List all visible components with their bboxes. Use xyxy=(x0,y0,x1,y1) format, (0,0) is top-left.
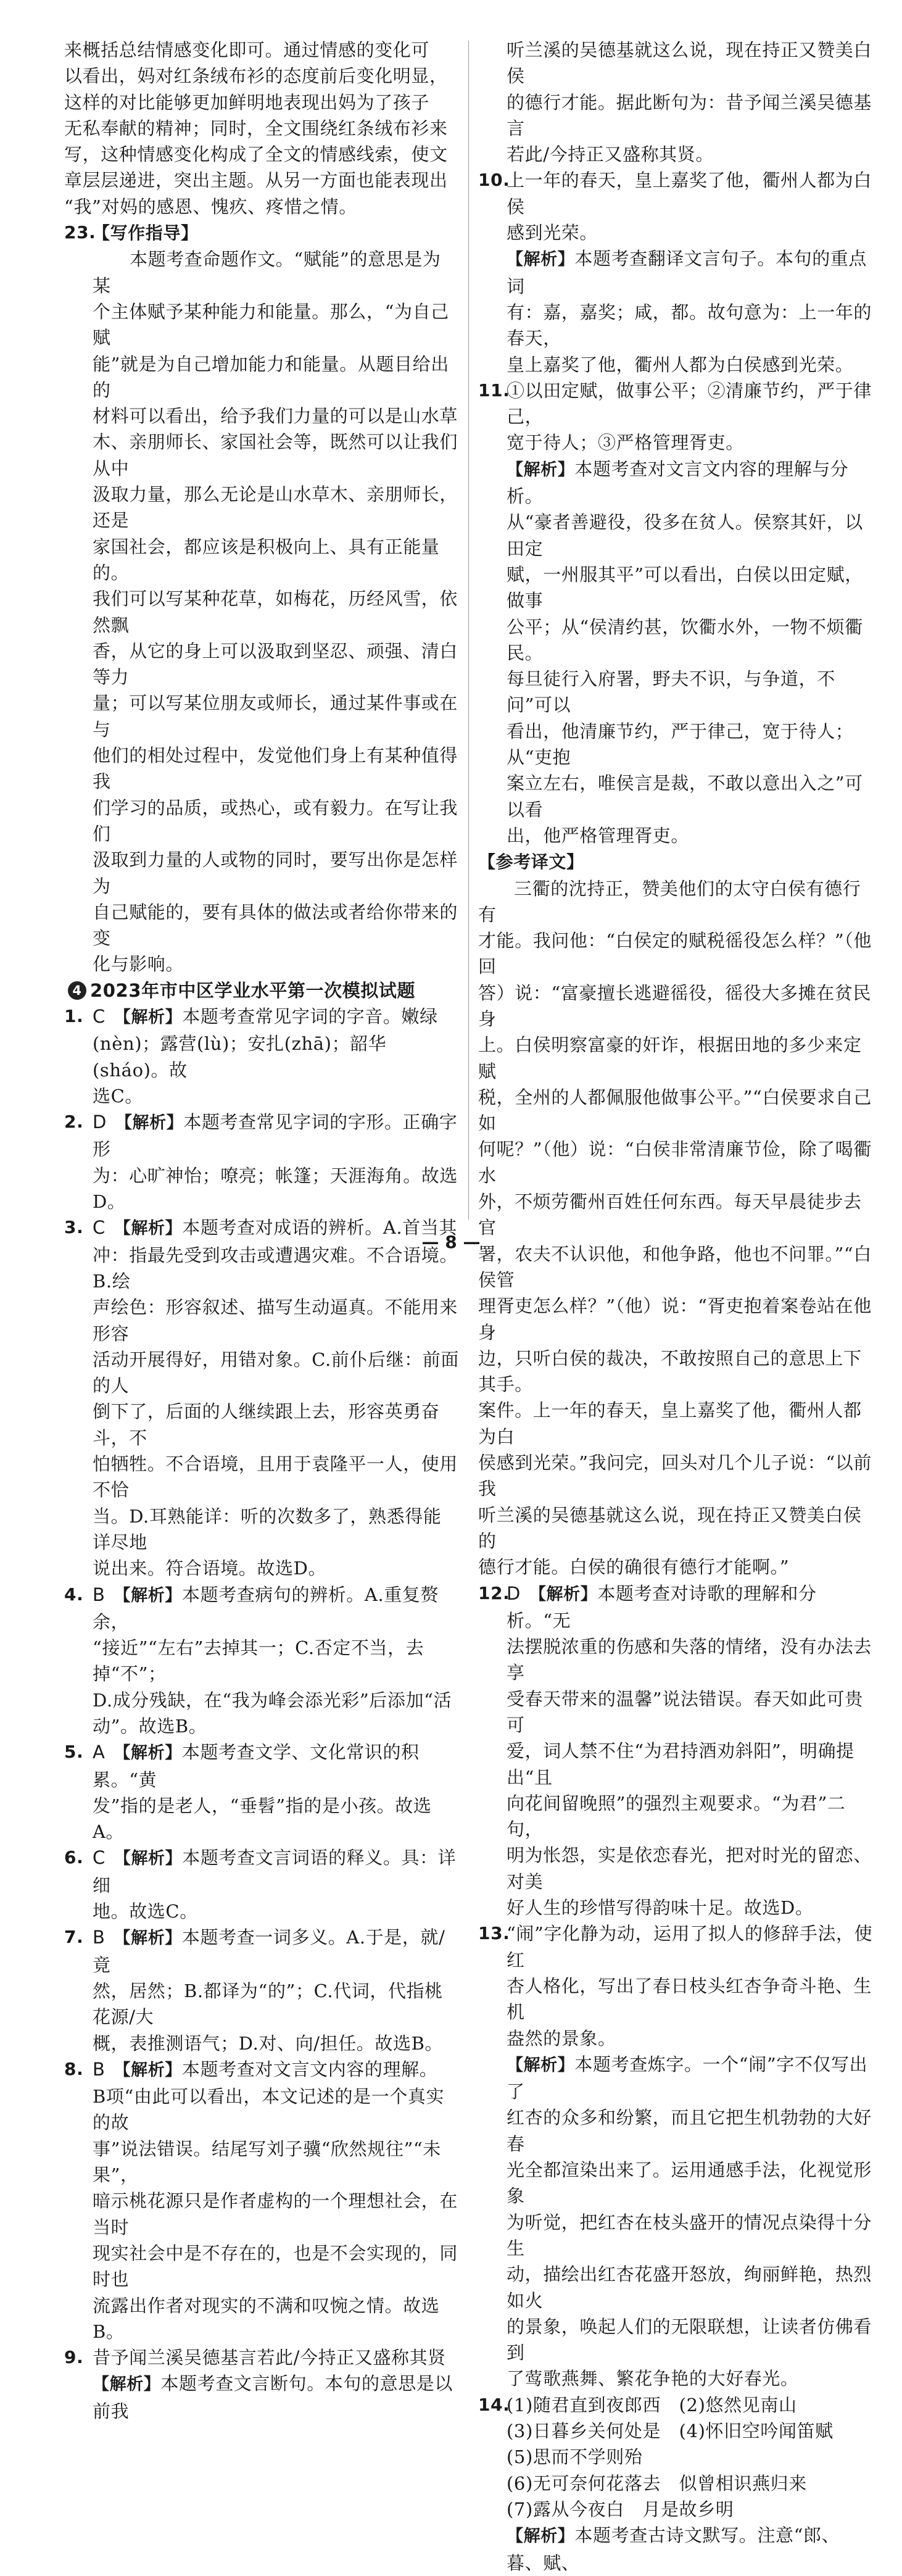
text-line: 上。白侯明察富豪的奸诈，根据田地的多少来定赋 xyxy=(478,1034,862,1082)
text-line: 现实社会中是不存在的，也是不会实现的，同时也 xyxy=(93,2242,458,2290)
answer-text: “闹”字化静为动，运用了拟人的修辞手法，使红 xyxy=(507,1923,873,1971)
text-line: 署，农夫不认识他，和他争路，他也不问罪。”“白侯管 xyxy=(478,1243,872,1290)
text-line: 何呢？”（他）说：“白侯非常清廉节俭，除了喝衢水 xyxy=(478,1139,872,1186)
text-line: 量；可以写某位朋友或师长，通过某件事或在与 xyxy=(93,692,458,740)
text-line: 德行才能。白侯的确很有德行才能啊。” xyxy=(478,1556,790,1578)
text-line: 从“豪者善避役，役多在贫人。侯察其奸，以田定 xyxy=(507,512,863,559)
text-line: 事”说法错误。结尾写刘子骥“欣然规往”“未果”， xyxy=(93,2138,441,2186)
text-line: 法摆脱浓重的伤感和失落的情绪，没有办法去享 xyxy=(507,1636,872,1684)
text-line: 为：心旷神怡；嘹亮；帐篷；天涯海角。故选D。 xyxy=(93,1165,458,1213)
answer-text: (3)日暮乡关何处是 (4)怀旧空吟闻笛赋 xyxy=(507,2420,834,2442)
analysis-tag: 【解析】 xyxy=(114,2060,182,2080)
text-line: 看出，他清廉节约，严于律己，宽于待人；从“吏抱 xyxy=(507,720,854,768)
question-4 xyxy=(64,1582,459,1740)
text-line: 化与影响。 xyxy=(93,954,184,975)
text-line: 暗示桃花源只是作者虚构的一个理想社会，在当时 xyxy=(93,2190,458,2238)
text-line: 们学习的品质，或热心，或有毅力。在写让我们 xyxy=(93,797,458,844)
text-line: 有：嘉，嘉奖；咸，都。故句意为：上一年的春天， xyxy=(507,301,872,349)
text-line: 本题考查翻译文言句子。本句的重点词 xyxy=(507,248,867,297)
text-line: 来概括总结情感变化即可。通过情感的变化可 xyxy=(64,39,430,60)
question-3 xyxy=(64,1215,459,1581)
text-line: 本题考查文言词语的释义。具：详细 xyxy=(93,1847,457,1896)
text-line: 明为怅怨，实是依恋春光，把对时光的留恋、对美 xyxy=(507,1845,872,1892)
question-number: 4. xyxy=(64,1584,84,1605)
question-number: 13. xyxy=(478,1923,510,1944)
question-number: 7. xyxy=(64,1927,84,1948)
text-line: 能”就是为自己增加能力和能量。从题目给出的 xyxy=(93,353,449,401)
text-line: 爱，词人禁不住“为君持酒劝斜阳”，明确提出“且 xyxy=(507,1740,854,1788)
analysis-tag: 【解析】 xyxy=(114,1585,182,1605)
text-line: 本题考查命题作文。“赋能”的意思是为某 xyxy=(93,249,441,296)
text-line: 选C。 xyxy=(93,1085,143,1107)
analysis-tag: 【解析】 xyxy=(93,2375,161,2395)
answer-text: ①以田定赋，做事公平；②清廉节约，严于律己， xyxy=(507,380,872,428)
text-line: 理胥吏怎么样？”（他）说：“胥吏抱着案卷站在他身 xyxy=(478,1295,872,1343)
answer-letter: C xyxy=(93,1847,106,1869)
question-number: 9. xyxy=(64,2347,84,2368)
text-line: 边，只听白侯的裁决，不敢按照自己的意思上下其手。 xyxy=(478,1347,862,1395)
answer-letter: A xyxy=(93,1742,106,1763)
question-number: 14. xyxy=(478,2394,510,2415)
text-line: 个主体赋予某种能力和能量。那么，“为自己赋 xyxy=(93,301,449,349)
text-line: 流露出作者对现实的不满和叹惋之情。故选B。 xyxy=(93,2295,440,2342)
text-line: 红杏的众多和纷繁，而且它把生机勃勃的大好春 xyxy=(507,2107,872,2154)
text-line: 冲：指最先受到攻击或遭遇灾难。不合语境。B.绘 xyxy=(93,1244,458,1292)
text-line: 他们的相处过程中，发觉他们身上有某种值得我 xyxy=(93,745,458,792)
left-column xyxy=(64,37,459,2424)
question-9 xyxy=(64,2345,459,2424)
question-13 xyxy=(478,1921,873,2391)
text-line: 答）说：“富豪擅长逃避徭役，徭役大多摊在贫民身 xyxy=(478,982,872,1029)
text-line: 才能。我问他：“白侯定的赋税徭役怎么样？”（他回 xyxy=(478,930,872,978)
answer-letter: B xyxy=(93,1584,106,1605)
text-line: 了莺歌燕舞、繁花争艳的大好春光。 xyxy=(507,2368,799,2390)
text-line: “我”对妈的感恩、愧疚、疼惜之情。 xyxy=(64,196,357,217)
question-number: 3. xyxy=(64,1217,84,1238)
text-line: D.成分残缺，在“我为峰会添光彩”后添加“活 xyxy=(93,1689,452,1711)
text-line: 本题考查对文言文内容的理解。 xyxy=(181,2058,438,2080)
text-line: 当。D.耳熟能详：听的次数多了，熟悉得能详尽地 xyxy=(93,1505,442,1553)
text-line: 皇上嘉奖了他，衢州人都为白侯感到光荣。 xyxy=(507,354,854,375)
answer-letter: B xyxy=(93,2058,106,2080)
answer-text: 宽于待人；③严格管理胥吏。 xyxy=(507,432,744,454)
question-11 xyxy=(478,378,873,849)
section-heading xyxy=(64,978,459,1003)
text-line: 倒下了，后面的人继续跟上去，形容英勇奋斗，不 xyxy=(93,1401,440,1448)
text-line: 本题考查常见字词的字音。嫩绿 xyxy=(182,1005,438,1027)
analysis-tag: 【解析】 xyxy=(114,1007,183,1027)
text-line: 木、亲朋师长、家国社会等，既然可以让我们从中 xyxy=(93,431,458,479)
question-number: 1. xyxy=(64,1005,84,1026)
text-line: 税，全州的人都佩服他做事公平。”“白侯要求自己如 xyxy=(478,1086,872,1134)
analysis-tag: 【解析】 xyxy=(114,1929,182,1948)
answer-letter: D xyxy=(93,1111,107,1133)
intro-paragraph xyxy=(64,37,459,220)
section-title: 2023年市中区学业水平第一次模拟试题 xyxy=(90,979,416,1001)
text-line: 本题考查古诗文默写。注意“郎、暮、赋、 xyxy=(507,2525,840,2574)
answer-text: 盎然的景象。 xyxy=(507,2027,616,2049)
text-line: 若此/今持正又盛称其贤。 xyxy=(507,144,714,165)
question-8 xyxy=(64,2056,459,2345)
column-divider xyxy=(468,41,469,1219)
question-23 xyxy=(64,220,459,978)
analysis-tag: 【解析】 xyxy=(507,2055,575,2075)
text-line: 本题考查炼字。一个“闹”字不仅写出了 xyxy=(507,2053,868,2103)
analysis-tag: 【解析】 xyxy=(114,1219,183,1239)
question-number: 2. xyxy=(64,1111,84,1132)
question-number: 12. xyxy=(478,1582,510,1603)
text-line: 本题考查文学、文化常识的积累。“黄 xyxy=(93,1742,420,1790)
text-line: 三衢的沈持正，赞美他们的太守白侯有德行有 xyxy=(478,878,861,925)
text-line: B项“由此可以看出，本文记述的是一个真实的故 xyxy=(93,2086,445,2134)
text-line: 怕牺牲。不合语境，且用于袁隆平一人，使用不恰 xyxy=(93,1453,458,1501)
text-line: 活动开展得好，用错对象。C.前仆后继：前面的人 xyxy=(93,1348,459,1397)
text-line: 章层层递进，突出主题。从另一方面也能表现出 xyxy=(64,170,448,191)
text-line: 每旦徒行入府署，野夫不识，与争道，不问”可以 xyxy=(507,668,835,716)
answer-text: 昔予闻兰溪吴德基言若此/今持正又盛称其贤 xyxy=(93,2347,446,2369)
question-1 xyxy=(64,1003,459,1109)
analysis-tag: 【解析】 xyxy=(507,460,575,480)
analysis-tag: 【解析】 xyxy=(507,2527,575,2546)
answer-text: (1)随君直到夜郎西 (2)悠然见南山 xyxy=(507,2394,797,2416)
answer-text: 感到光荣。 xyxy=(507,222,598,244)
text-line: 概，表推测语气；D.对、向/担任。故选B。 xyxy=(93,2032,444,2054)
question-number: 5. xyxy=(64,1742,84,1763)
text-line: 光全都渲染出来了。运用通感手法，化视觉形象 xyxy=(507,2159,872,2207)
question-number: 6. xyxy=(64,1847,84,1868)
text-line: 本题考查对文言文内容的理解与分析。 xyxy=(507,458,849,507)
text-line: 案立左右，唯侯言是裁，不敢以意出入之”可以看 xyxy=(507,773,863,820)
text-line: 我们可以写某种花草，如梅花，历经风雪，依然飘 xyxy=(93,588,458,636)
text-line: 写，这种情感变化构成了全文的情感线索，使文 xyxy=(64,144,448,165)
text-line: 公平；从“侯清约甚，饮衢水外，一物不烦衢民。 xyxy=(507,616,863,663)
answer-letter: B xyxy=(93,1927,106,1948)
answer-letter: C xyxy=(93,1217,106,1239)
analysis-tag: 【解析】 xyxy=(507,250,575,270)
text-line: 自己赋能的，要有具体的做法或者给你带来的变 xyxy=(93,901,458,949)
analysis-tag: 【解析】 xyxy=(529,1584,598,1604)
text-line: 本题考查对成语的辨析。A.首当其 xyxy=(182,1217,458,1239)
question-12 xyxy=(478,1581,873,1921)
question-number: 10. xyxy=(478,170,510,191)
question-number: 11. xyxy=(478,380,510,401)
question-number: 23. xyxy=(64,222,96,243)
text-line: 无私奉献的精神；同时，全文围绕红条绒布衫来 xyxy=(64,117,448,139)
text-line: 地。故选C。 xyxy=(93,1901,198,1922)
text-line: 好人生的珍惜写得韵味十足。故选D。 xyxy=(507,1897,814,1919)
writing-guide-heading: 【写作指导】 xyxy=(93,223,199,244)
text-line: 受春天带来的温馨”说法错误。春天如此可贵可 xyxy=(507,1688,863,1735)
answer-letter: D xyxy=(507,1582,521,1604)
text-line: “接近”“左右”去掉其一；C.否定不当，去掉“不”； xyxy=(93,1637,424,1685)
text-line: 的德行才能。据此断句为：昔予闻兰溪吴德基言 xyxy=(507,91,872,139)
text-line: 这样的对比能够更加鲜明地表现出妈为了孩子 xyxy=(64,91,430,113)
text-line: 本题考查一词多义。A.于是，就/竟 xyxy=(93,1927,445,1976)
text-line: 向花间留晚照”的强烈主观要求。“为君”二句， xyxy=(507,1792,846,1840)
reference-heading: 【参考译文】 xyxy=(478,852,584,873)
question-14 xyxy=(478,2392,873,2576)
answer-text: (7)露从今夜白 月是故乡明 xyxy=(507,2498,734,2520)
text-line: 听兰溪的吴德基就这么说，现在持正又赞美白侯 xyxy=(507,39,872,87)
analysis-tag: 【解析】 xyxy=(114,1743,182,1763)
page-number: — 8 — xyxy=(421,1232,481,1252)
text-line: 出，他严格管理胥吏。 xyxy=(507,825,690,846)
text-line: 本题考查病句的辨析。A.重复赘余， xyxy=(93,1584,439,1632)
text-line: 本题考查对诗歌的理解和分析。“无 xyxy=(507,1582,817,1631)
text-line: 以看出，妈对红条绒布衫的态度前后变化明显， xyxy=(64,65,448,87)
text-line: 声绘色：形容叙述、描写生动逼真。不能用来形容 xyxy=(93,1297,458,1344)
question-number: 8. xyxy=(64,2058,84,2079)
text-line: 外，不烦劳衢州百姓任何东西。每天早晨徒步去官 xyxy=(478,1191,862,1239)
answer-text: (5)思而不学则殆 xyxy=(507,2446,643,2468)
text-line: 说出来。符合语境。故选D。 xyxy=(93,1558,327,1579)
question-5 xyxy=(64,1739,459,1845)
analysis-tag: 【解析】 xyxy=(115,1113,184,1133)
text-line: 然，居然；B.都译为“的”；C.代词，代指桃花源/大 xyxy=(93,1980,443,2028)
answer-text: 上一年的春天，皇上嘉奖了他，衢州人都为白侯 xyxy=(507,170,872,217)
question-6 xyxy=(64,1845,459,1924)
section-number-badge: 4 xyxy=(68,981,86,1000)
question-2 xyxy=(64,1109,459,1215)
text-line: 香，从它的身上可以汲取到坚忍、顽强、清白等力 xyxy=(93,640,458,688)
answer-text: 杏人格化，写出了春日枝头红杏争奇斗艳、生机 xyxy=(507,1975,872,2023)
answer-letter: C xyxy=(93,1005,106,1027)
text-line: 发”指的是老人，“垂髫”指的是小孩。故选A。 xyxy=(93,1795,432,1843)
analysis-tag: 【解析】 xyxy=(114,1849,183,1869)
question-7 xyxy=(64,1924,459,2056)
text-line: 家国社会，都应该是积极向上、具有正能量的。 xyxy=(93,536,440,583)
text-line: 的景象，唤起人们的无限联想，让读者仿佛看到 xyxy=(507,2316,872,2364)
reference-translation xyxy=(478,849,873,1580)
text-line: 侯感到光荣。”我问完，回头对几个儿子说：“以前我 xyxy=(478,1452,872,1500)
text-line: 为听觉，把红杏在枝头盛开的情况点染得十分生 xyxy=(507,2211,872,2259)
text-line: 动”。故选B。 xyxy=(93,1716,207,1737)
text-line: 案件。上一年的春天，皇上嘉奖了他，衢州人都为白 xyxy=(478,1400,862,1447)
right-column xyxy=(478,37,873,2576)
answer-text: (6)无可奈何花落去 似曾相识燕归来 xyxy=(507,2472,807,2494)
question-10 xyxy=(478,167,873,377)
text-line: 汲取力量，那么无论是山水草木、亲朋师长，还是 xyxy=(93,484,458,531)
text-line: 本题考查常见字词的字形。正确字形 xyxy=(93,1111,458,1160)
text-line: 赋，一州服其平”可以看出，白侯以田定赋，做事 xyxy=(507,563,863,612)
text-line: (nèn)；露营(lù)；安扎(zhā)；韶华(sháo)。故 xyxy=(93,1033,387,1081)
text-line: 听兰溪的吴德基就这么说，现在持正又赞美白侯的 xyxy=(478,1504,862,1552)
text-line: 动，描绘出红杏花盛开怒放，绚丽鲜艳，热烈如火 xyxy=(507,2264,872,2311)
text-line: 材料可以看出，给予我们力量的可以是山水草 xyxy=(93,405,458,427)
text-line: 汲取到力量的人或物的同时，要写出你是怎样为 xyxy=(93,849,458,897)
question-9-continued xyxy=(478,37,873,167)
text-line: 本题考查文言断句。本句的意思是以前我 xyxy=(93,2373,453,2422)
